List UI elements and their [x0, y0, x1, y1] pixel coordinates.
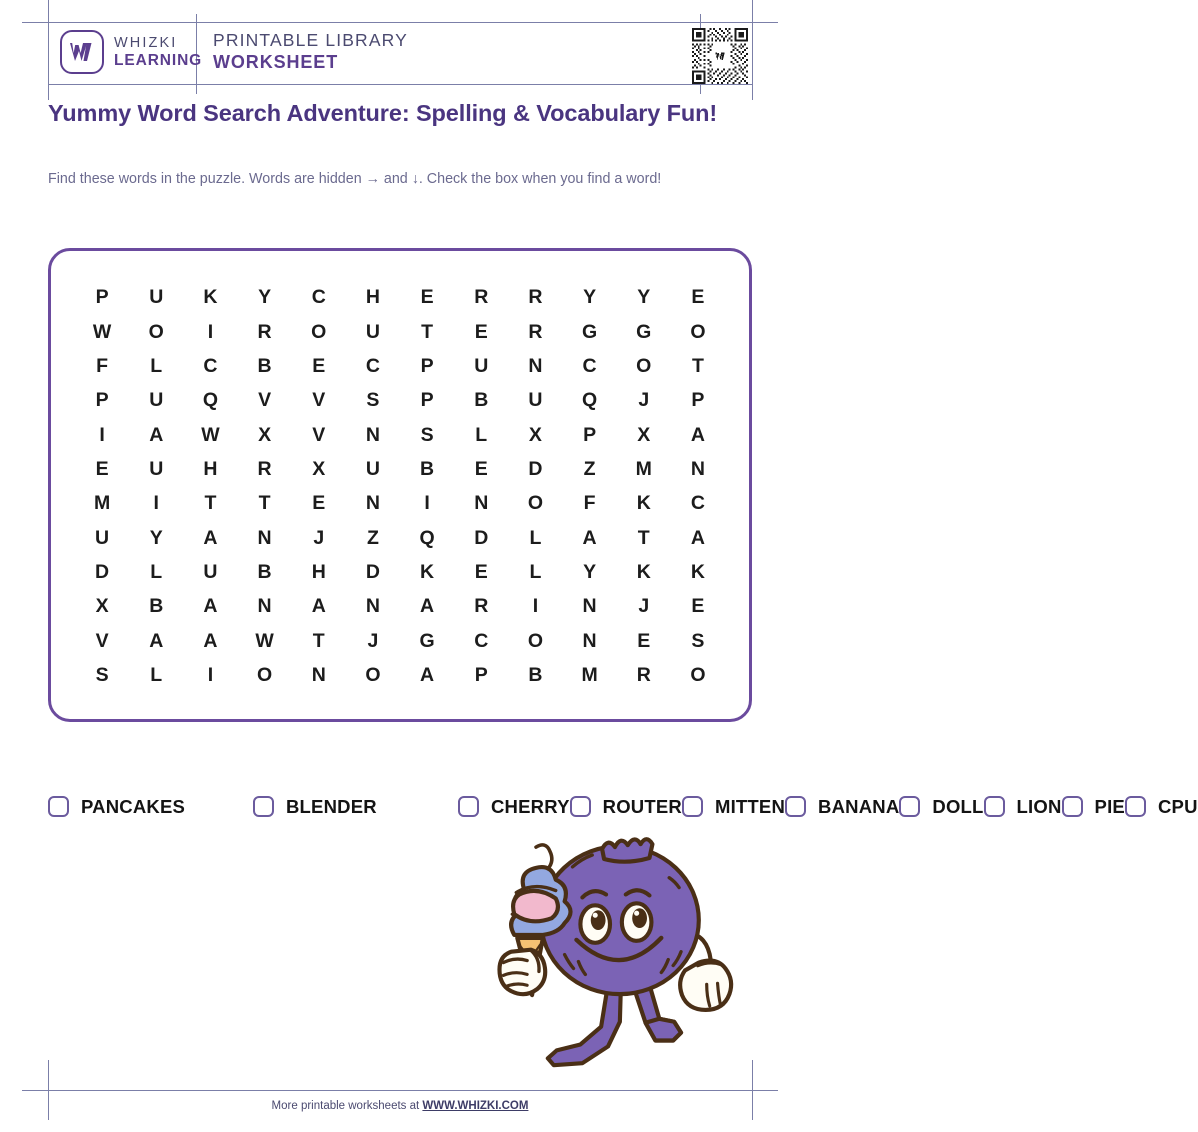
- grid-cell-r8-c2[interactable]: Y: [149, 526, 163, 549]
- grid-cell-r7-c3[interactable]: T: [204, 492, 217, 515]
- grid-cell-r4-c11[interactable]: J: [638, 389, 650, 412]
- grid-cell-r12-c5[interactable]: N: [311, 664, 326, 687]
- grid-cell-r12-c6[interactable]: O: [365, 664, 381, 687]
- grid-cell-r2-c12[interactable]: O: [690, 320, 706, 343]
- grid-cell-r3-c4[interactable]: B: [257, 355, 272, 378]
- grid-cell-r9-c9[interactable]: L: [529, 561, 542, 584]
- grid-cell-r8-c6[interactable]: Z: [366, 526, 379, 549]
- grid-cell-r3-c2[interactable]: L: [150, 355, 163, 378]
- checkbox-cpu[interactable]: [1125, 796, 1146, 817]
- grid-cell-r1-c2[interactable]: U: [149, 286, 164, 309]
- grid-cell-r7-c10[interactable]: F: [583, 492, 596, 515]
- checkbox-blender[interactable]: [253, 796, 274, 817]
- word-label: ROUTER: [602, 795, 682, 817]
- grid-cell-r6-c8[interactable]: E: [474, 458, 488, 481]
- grid-cell-r2-c7[interactable]: T: [421, 320, 434, 343]
- grid-cell-r6-c10[interactable]: Z: [583, 458, 596, 481]
- grid-cell-r6-c12[interactable]: N: [690, 458, 705, 481]
- grid-cell-r11-c3[interactable]: A: [203, 629, 218, 652]
- grid-cell-r10-c8[interactable]: R: [474, 595, 489, 618]
- grid-cell-r7-c4[interactable]: T: [258, 492, 271, 515]
- grid-cell-r8-c4[interactable]: N: [257, 526, 272, 549]
- grid-cell-r4-c6[interactable]: S: [366, 389, 380, 412]
- grid-cell-r2-c4[interactable]: R: [257, 320, 272, 343]
- page-header: [0, 0, 800, 90]
- grid-cell-r12-c8[interactable]: P: [474, 664, 488, 687]
- grid-cell-r3-c5[interactable]: E: [312, 355, 326, 378]
- grid-cell-r6-c5[interactable]: X: [312, 458, 326, 481]
- grid-cell-r2-c6[interactable]: U: [365, 320, 380, 343]
- grid-cell-r7-c5[interactable]: E: [312, 492, 326, 515]
- whizki-w-logo-icon: [60, 30, 104, 74]
- grid-cell-r12-c3[interactable]: I: [207, 664, 214, 687]
- grid-cell-r4-c4[interactable]: V: [258, 389, 272, 412]
- grid-cell-r4-c12[interactable]: P: [691, 389, 705, 412]
- grid-cell-r12-c1[interactable]: S: [95, 664, 109, 687]
- checkbox-doll[interactable]: [899, 796, 920, 817]
- brand-name: [114, 36, 202, 68]
- grid-cell-r4-c3[interactable]: Q: [202, 389, 218, 412]
- grid-cell-r12-c7[interactable]: A: [420, 664, 435, 687]
- grid-cell-r6-c1[interactable]: E: [95, 458, 109, 481]
- header-title-line2: WORKSHEET: [213, 51, 339, 72]
- grid-cell-r3-c1[interactable]: F: [96, 355, 109, 378]
- blueberry-character-with-ice-cream-cone-icon: [462, 782, 758, 1078]
- grid-cell-r7-c6[interactable]: N: [365, 492, 380, 515]
- grid-cell-r3-c8[interactable]: U: [474, 355, 489, 378]
- grid-cell-r12-c4[interactable]: O: [256, 664, 273, 687]
- qr-code-icon[interactable]: [692, 28, 748, 84]
- page-footer: [0, 1100, 800, 1112]
- grid-cell-r3-c11[interactable]: O: [636, 355, 652, 378]
- grid-cell-r5-c3[interactable]: W: [201, 423, 220, 446]
- word-list-item[interactable]: [785, 780, 899, 834]
- word-label: MITTEN: [714, 795, 786, 817]
- grid-cell-r7-c7[interactable]: I: [424, 492, 430, 515]
- word-list-item[interactable]: [899, 780, 983, 834]
- grid-cell-r3-c12[interactable]: T: [691, 355, 704, 378]
- page-title: Yummy Word Search Adventure: Spelling & Vocabulary Fun!: [48, 100, 718, 126]
- grid-cell-r3-c6[interactable]: C: [365, 355, 380, 378]
- grid-cell-r7-c11[interactable]: K: [636, 492, 651, 515]
- brand-name-line1: WHIZKI: [114, 35, 178, 51]
- grid-cell-r6-c11[interactable]: M: [635, 458, 652, 481]
- grid-cell-r1-c3[interactable]: K: [203, 286, 218, 309]
- checkbox-banana[interactable]: [785, 796, 806, 817]
- grid-cell-r11-c7[interactable]: G: [419, 629, 435, 652]
- word-list-item[interactable]: [253, 780, 458, 834]
- word-label: DOLL: [932, 795, 984, 817]
- grid-cell-r9-c1[interactable]: D: [95, 561, 110, 584]
- grid-cell-r2-c3[interactable]: I: [207, 320, 214, 343]
- grid-cell-r10-c1[interactable]: X: [95, 595, 109, 618]
- grid-cell-r2-c9[interactable]: R: [528, 320, 543, 343]
- grid-cell-r3-c3[interactable]: C: [203, 355, 218, 378]
- grid-cell-r12-c12[interactable]: O: [690, 664, 706, 687]
- grid-cell-r3-c9[interactable]: N: [528, 355, 543, 378]
- word-label: LION: [1016, 795, 1062, 817]
- checkbox-pancakes[interactable]: [48, 796, 69, 817]
- grid-cell-r11-c8[interactable]: C: [474, 629, 489, 652]
- grid-cell-r6-c6[interactable]: U: [365, 458, 380, 481]
- grid-cell-r1-c9[interactable]: R: [528, 286, 543, 309]
- grid-cell-r11-c11[interactable]: E: [637, 629, 651, 652]
- grid-cell-r5-c11[interactable]: X: [637, 423, 651, 446]
- grid-cell-r5-c9[interactable]: X: [528, 423, 542, 446]
- grid-cell-r2-c2[interactable]: O: [148, 320, 164, 343]
- grid-cell-r9-c11[interactable]: K: [636, 561, 651, 584]
- grid-cell-r11-c5[interactable]: T: [312, 629, 325, 652]
- grid-cell-r10-c11[interactable]: J: [638, 595, 650, 618]
- grid-cell-r2-c11[interactable]: G: [636, 320, 652, 343]
- grid-cell-r10-c3[interactable]: A: [203, 595, 218, 618]
- grid-cell-r9-c2[interactable]: L: [150, 561, 163, 584]
- grid-cell-r9-c10[interactable]: Y: [583, 561, 597, 584]
- grid-cell-r6-c3[interactable]: H: [203, 458, 218, 481]
- grid-cell-r11-c12[interactable]: S: [691, 629, 705, 652]
- checkbox-pie[interactable]: [1062, 796, 1083, 817]
- grid-cell-r6-c2[interactable]: U: [149, 458, 164, 481]
- grid-cell-r11-c9[interactable]: O: [527, 629, 543, 652]
- grid-cell-r1-c4[interactable]: Y: [258, 286, 272, 309]
- grid-cell-r8-c12[interactable]: A: [690, 526, 705, 549]
- grid-cell-r5-c8[interactable]: L: [475, 423, 488, 446]
- grid-cell-r10-c9[interactable]: I: [532, 595, 539, 618]
- grid-cell-r1-c8[interactable]: R: [474, 286, 489, 309]
- grid-cell-r9-c12[interactable]: K: [690, 561, 705, 584]
- word-list-item[interactable]: [48, 780, 253, 834]
- grid-cell-r10-c7[interactable]: A: [420, 595, 435, 618]
- word-list-item[interactable]: [984, 780, 1062, 834]
- brand-logo[interactable]: [60, 30, 202, 74]
- grid-cell-r8-c8[interactable]: D: [474, 526, 489, 549]
- letter-grid[interactable]: [51, 251, 749, 719]
- grid-cell-r5-c10[interactable]: P: [583, 423, 597, 446]
- footer-text: More printable worksheets at: [271, 1100, 423, 1112]
- word-label: BLENDER: [286, 795, 377, 817]
- grid-cell-r9-c8[interactable]: E: [474, 561, 488, 584]
- grid-cell-r5-c2[interactable]: A: [149, 423, 164, 446]
- grid-cell-r9-c6[interactable]: D: [365, 561, 380, 584]
- grid-cell-r8-c7[interactable]: Q: [419, 526, 435, 549]
- word-list: [48, 780, 1198, 834]
- word-list-item[interactable]: [1062, 780, 1125, 834]
- word-label: BANANA: [818, 795, 900, 817]
- grid-cell-r12-c11[interactable]: R: [636, 664, 651, 687]
- grid-cell-r2-c5[interactable]: O: [311, 320, 327, 343]
- grid-cell-r8-c10[interactable]: A: [582, 526, 597, 549]
- grid-cell-r7-c9[interactable]: O: [527, 492, 543, 515]
- grid-cell-r4-c2[interactable]: U: [149, 389, 164, 412]
- footer-url-link[interactable]: WWW.WHIZKI.COM: [422, 1100, 529, 1112]
- grid-cell-r7-c8[interactable]: N: [474, 492, 489, 515]
- grid-cell-r8-c11[interactable]: T: [637, 526, 650, 549]
- grid-cell-r4-c9[interactable]: U: [528, 389, 543, 412]
- grid-cell-r4-c5[interactable]: V: [312, 389, 326, 412]
- word-label: PIE: [1094, 795, 1125, 817]
- word-search-puzzle-box: [48, 248, 752, 722]
- brand-name-line2: LEARNING: [114, 51, 203, 69]
- grid-cell-r5-c12[interactable]: A: [690, 423, 705, 446]
- grid-cell-r2-c10[interactable]: G: [581, 320, 598, 343]
- grid-cell-r6-c9[interactable]: D: [528, 458, 543, 481]
- grid-cell-r9-c4[interactable]: B: [257, 561, 272, 584]
- grid-cell-r5-c5[interactable]: V: [312, 423, 326, 446]
- header-title: [213, 31, 408, 72]
- grid-cell-r1-c7[interactable]: E: [420, 286, 434, 309]
- grid-cell-r8-c3[interactable]: A: [203, 526, 218, 549]
- word-label: CHERRY: [491, 795, 570, 817]
- grid-cell-r9-c3[interactable]: U: [203, 561, 218, 584]
- grid-cell-r7-c2[interactable]: I: [153, 492, 159, 515]
- grid-cell-r3-c10[interactable]: C: [582, 355, 597, 378]
- grid-cell-r10-c12[interactable]: E: [691, 595, 705, 618]
- word-label: CPU: [1157, 795, 1198, 817]
- grid-cell-r8-c9[interactable]: L: [529, 526, 542, 549]
- grid-cell-r10-c6[interactable]: N: [365, 595, 380, 618]
- grid-cell-r12-c10[interactable]: M: [581, 664, 598, 687]
- instructions: Find these words in the puzzle. Words are hidden → and ↓. Check the box when you find a word!: [48, 171, 662, 187]
- grid-cell-r6-c4[interactable]: R: [257, 458, 272, 481]
- grid-cell-r11-c6[interactable]: J: [367, 629, 379, 652]
- footer-rule: [22, 1090, 778, 1091]
- header-title-line1: PRINTABLE LIBRARY: [213, 30, 408, 50]
- grid-cell-r5-c1[interactable]: I: [99, 423, 105, 446]
- grid-cell-r5-c4[interactable]: X: [258, 423, 272, 446]
- grid-cell-r10-c10[interactable]: N: [582, 595, 597, 618]
- grid-cell-r11-c4[interactable]: W: [255, 629, 274, 652]
- grid-cell-r1-c1[interactable]: P: [95, 286, 109, 309]
- grid-cell-r10-c2[interactable]: B: [149, 595, 164, 618]
- grid-cell-r10-c4[interactable]: N: [257, 595, 272, 618]
- grid-cell-r12-c9[interactable]: B: [528, 664, 543, 687]
- grid-cell-r7-c1[interactable]: M: [93, 492, 111, 515]
- grid-cell-r3-c7[interactable]: P: [420, 355, 434, 378]
- grid-cell-r11-c2[interactable]: A: [149, 629, 164, 652]
- grid-cell-r11-c1[interactable]: V: [95, 629, 109, 652]
- grid-cell-r1-c12[interactable]: E: [691, 286, 705, 309]
- word-label: PANCAKES: [81, 795, 186, 817]
- grid-cell-r9-c7[interactable]: K: [420, 561, 435, 584]
- grid-cell-r5-c7[interactable]: S: [420, 423, 434, 446]
- grid-cell-r7-c12[interactable]: C: [690, 492, 705, 515]
- checkbox-lion[interactable]: [984, 796, 1005, 817]
- grid-cell-r5-c6[interactable]: N: [365, 423, 380, 446]
- grid-cell-r9-c5[interactable]: H: [311, 561, 326, 584]
- grid-cell-r12-c2[interactable]: L: [150, 664, 163, 687]
- grid-cell-r8-c5[interactable]: J: [313, 526, 325, 549]
- grid-cell-r4-c7[interactable]: P: [420, 389, 434, 412]
- grid-cell-r4-c10[interactable]: Q: [581, 389, 598, 412]
- grid-cell-r1-c6[interactable]: H: [365, 286, 380, 309]
- grid-cell-r2-c8[interactable]: E: [474, 320, 488, 343]
- grid-cell-r1-c11[interactable]: Y: [637, 286, 651, 309]
- grid-cell-r6-c7[interactable]: B: [420, 458, 435, 481]
- grid-cell-r11-c10[interactable]: N: [582, 629, 597, 652]
- grid-cell-r1-c10[interactable]: Y: [583, 286, 597, 309]
- grid-cell-r10-c5[interactable]: A: [311, 595, 326, 618]
- grid-cell-r4-c1[interactable]: P: [95, 389, 109, 412]
- word-list-item[interactable]: [1125, 780, 1198, 834]
- grid-cell-r4-c8[interactable]: B: [474, 389, 489, 412]
- grid-cell-r8-c1[interactable]: U: [95, 526, 110, 549]
- grid-cell-r2-c1[interactable]: W: [92, 320, 112, 343]
- grid-cell-r1-c5[interactable]: C: [311, 286, 326, 309]
